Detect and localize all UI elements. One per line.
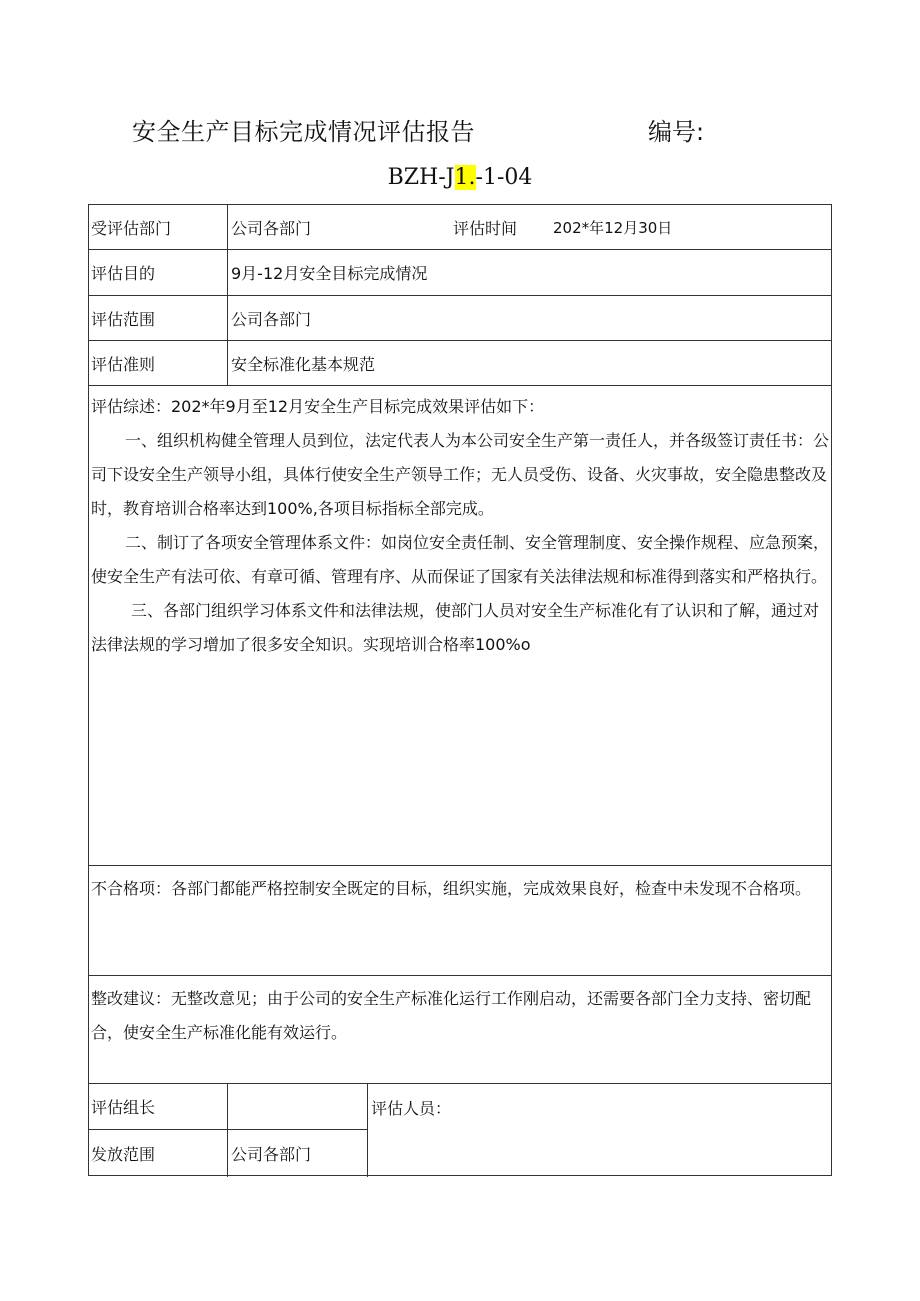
dept-value: 公司各部门 <box>231 218 312 238</box>
divider <box>367 1084 368 1177</box>
summary-paragraph-2: 二、制订了各项安全管理体系文件：如岗位安全责任制、安全管理制度、安全操作规程、应急预案，使安全生产有法可依、有章可循、管理有序、从而保证了国家有关法律法规和标准得到落实和严格执行。 <box>91 533 830 586</box>
code-label: 编号: <box>648 118 705 146</box>
dept-label: 受评估部门 <box>91 218 172 238</box>
code-highlight: 1. <box>454 165 476 190</box>
divider <box>227 250 228 295</box>
code-prefix: BZH-J <box>387 165 455 190</box>
nonconformity-text: 不合格项：各部门都能严格控制安全既定的目标，组织实施，完成效果良好，检查中未发现不合格项。 <box>91 879 812 898</box>
time-value: 202*年12月30日 <box>553 218 673 237</box>
document-code <box>0 165 920 190</box>
nonconformity-section <box>89 866 831 976</box>
criteria-row <box>89 341 831 386</box>
distribution-label: 发放范围 <box>91 1144 156 1164</box>
summary-section <box>89 386 831 866</box>
summary-intro: 评估综述：202*年9月至12月安全生产目标完成效果评估如下： <box>91 397 545 416</box>
dept-row <box>89 205 831 250</box>
distribution-value: 公司各部门 <box>231 1144 312 1164</box>
scope-value: 公司各部门 <box>231 309 312 329</box>
leader-value <box>229 1084 365 1129</box>
report-title: 安全生产目标完成情况评估报告 <box>132 118 475 146</box>
suggestion-text: 整改建议：无整改意见；由于公司的安全生产标准化运行工作刚启动，还需要各部门全力支持、密切配合，使安全生产标准化能有效运行。 <box>91 989 812 1042</box>
purpose-row <box>89 250 831 296</box>
summary-paragraph-1: 一、组织机构健全管理人员到位，法定代表人为本公司安全生产第一责任人，并各级签订责任书：公司下设安全生产领导小组，具体行使安全生产领导工作；无人员受伤、设备、火灾事故，安全隐患整改及时，教育培训合格率达到100%,各项目标指标全部完成。 <box>91 431 830 518</box>
code-suffix: -1-04 <box>475 165 533 190</box>
summary-paragraph-3: 三、各部门组织学习体系文件和法律法规，使部门人员对安全生产标准化有了认识和了解，通过对法律法规的学习增加了很多安全知识。实现培训合格率100%o <box>91 601 820 654</box>
purpose-value: 9月-12月安全目标完成情况 <box>231 264 428 283</box>
assessors-label: 评估人员： <box>371 1098 452 1118</box>
assessment-form <box>88 204 832 1176</box>
purpose-label: 评估目的 <box>91 264 156 283</box>
time-label: 评估时间 <box>453 218 518 238</box>
divider <box>227 1084 228 1177</box>
suggestion-section <box>89 976 831 1084</box>
divider <box>227 205 228 249</box>
divider <box>227 341 228 385</box>
divider <box>227 296 228 340</box>
leader-label: 评估组长 <box>91 1098 156 1117</box>
criteria-value: 安全标准化基本规范 <box>231 354 376 374</box>
criteria-label: 评估准则 <box>91 354 156 374</box>
scope-row <box>89 296 831 341</box>
scope-label: 评估范围 <box>91 309 156 329</box>
footer-section <box>89 1084 831 1177</box>
